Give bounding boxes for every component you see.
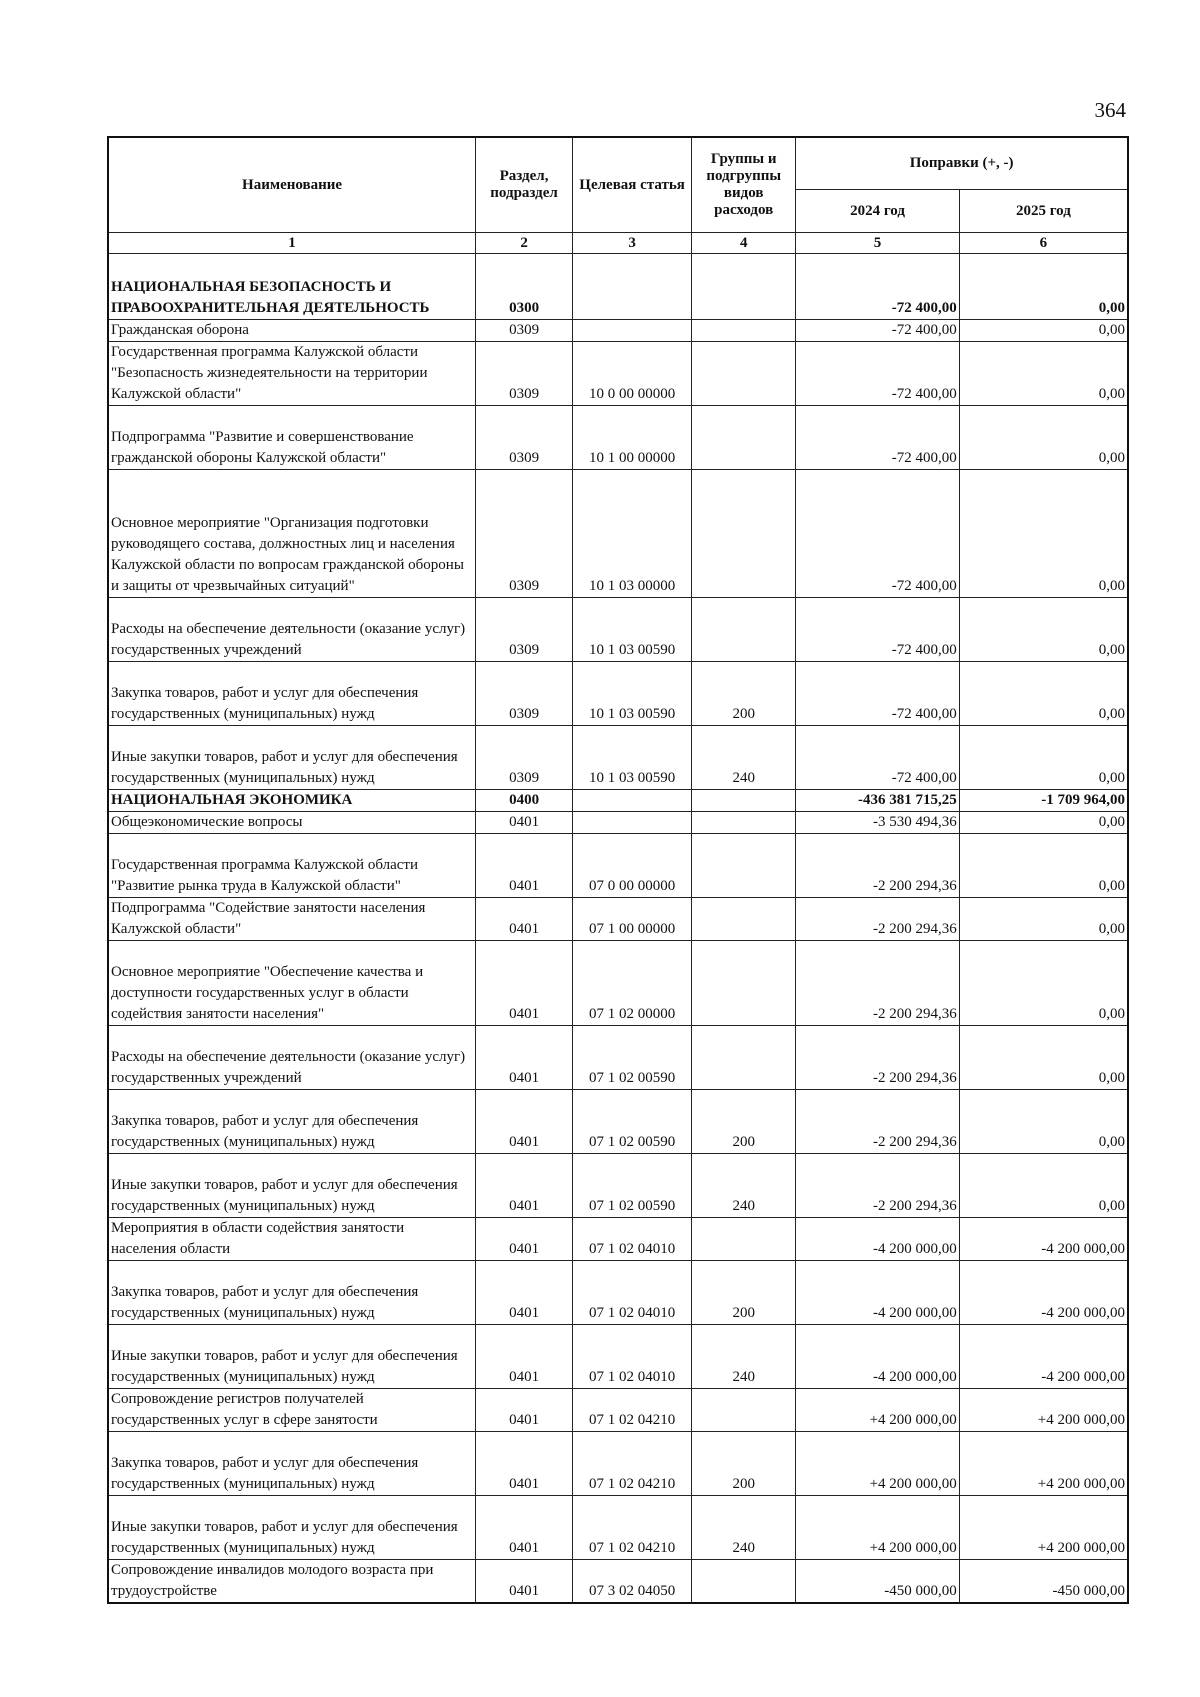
row-section-code: 0401: [476, 1389, 573, 1432]
row-name: Расходы на обеспечение деятельности (оказание услуг) государственных учреждений: [108, 1026, 476, 1090]
header-year-2025: 2025 год: [959, 190, 1128, 233]
row-name: Государственная программа Калужской области "Безопасность жизнедеятельности на территории Калужской области": [108, 342, 476, 406]
row-amount-2025: 0,00: [959, 726, 1128, 790]
row-target-code: [573, 320, 692, 342]
row-section-code: 0309: [476, 470, 573, 598]
row-section-code: 0309: [476, 342, 573, 406]
table-row: [108, 320, 1128, 342]
row-name: Гражданская оборона: [108, 320, 476, 342]
row-amount-2024: +4 200 000,00: [796, 1432, 960, 1496]
column-number: 2: [476, 233, 573, 254]
row-name: Сопровождение регистров получателей государственных услуг в сфере занятости: [108, 1389, 476, 1432]
row-expense-group: [692, 1026, 796, 1090]
row-amount-2024: +4 200 000,00: [796, 1496, 960, 1560]
row-target-code: [573, 790, 692, 812]
row-name: Сопровождение инвалидов молодого возраста при трудоустройстве: [108, 1560, 476, 1604]
table-row: [108, 898, 1128, 941]
row-amount-2025: 0,00: [959, 320, 1128, 342]
row-target-code: 07 1 00 00000: [573, 898, 692, 941]
row-amount-2024: -72 400,00: [796, 470, 960, 598]
row-amount-2025: +4 200 000,00: [959, 1496, 1128, 1560]
row-amount-2025: 0,00: [959, 1026, 1128, 1090]
row-target-code: [573, 254, 692, 320]
row-name: Основное мероприятие "Организация подготовки руководящего состава, должностных лиц и населения Калужской области по вопросам гражданской обороны и защиты от чрезвычайных ситуаций": [108, 470, 476, 598]
row-amount-2024: -72 400,00: [796, 598, 960, 662]
row-target-code: 07 1 02 00590: [573, 1090, 692, 1154]
row-amount-2024: -72 400,00: [796, 342, 960, 406]
row-amount-2024: -2 200 294,36: [796, 834, 960, 898]
table-row: [108, 1432, 1128, 1496]
row-section-code: 0401: [476, 898, 573, 941]
row-expense-group: 240: [692, 1496, 796, 1560]
row-amount-2025: 0,00: [959, 1090, 1128, 1154]
row-name: Иные закупки товаров, работ и услуг для обеспечения государственных (муниципальных) нужд: [108, 1496, 476, 1560]
table-row: [108, 812, 1128, 834]
row-name: Закупка товаров, работ и услуг для обеспечения государственных (муниципальных) нужд: [108, 1090, 476, 1154]
table-row: [108, 254, 1128, 320]
column-number: 6: [959, 233, 1128, 254]
row-amount-2025: 0,00: [959, 898, 1128, 941]
row-target-code: 10 0 00 00000: [573, 342, 692, 406]
row-target-code: 07 1 02 04210: [573, 1389, 692, 1432]
row-expense-group: 200: [692, 1432, 796, 1496]
row-target-code: 07 1 02 00590: [573, 1026, 692, 1090]
row-section-code: 0401: [476, 1218, 573, 1261]
row-name: Расходы на обеспечение деятельности (оказание услуг) государственных учреждений: [108, 598, 476, 662]
table-row: [108, 1560, 1128, 1604]
table-row: [108, 1218, 1128, 1261]
row-target-code: 10 1 03 00590: [573, 726, 692, 790]
header-section: Раздел, подраздел: [476, 137, 573, 233]
row-amount-2025: -1 709 964,00: [959, 790, 1128, 812]
row-amount-2025: -4 200 000,00: [959, 1325, 1128, 1389]
row-section-code: 0401: [476, 941, 573, 1026]
header-target: Целевая статья: [573, 137, 692, 233]
row-expense-group: [692, 834, 796, 898]
row-section-code: 0401: [476, 1090, 573, 1154]
row-expense-group: 240: [692, 1154, 796, 1218]
row-expense-group: [692, 898, 796, 941]
row-expense-group: 240: [692, 726, 796, 790]
row-amount-2024: -450 000,00: [796, 1560, 960, 1604]
row-amount-2024: -72 400,00: [796, 726, 960, 790]
row-amount-2024: -4 200 000,00: [796, 1218, 960, 1261]
row-amount-2025: +4 200 000,00: [959, 1432, 1128, 1496]
row-expense-group: [692, 1218, 796, 1261]
column-number: 4: [692, 233, 796, 254]
row-amount-2025: 0,00: [959, 598, 1128, 662]
row-amount-2025: 0,00: [959, 662, 1128, 726]
row-amount-2024: -2 200 294,36: [796, 941, 960, 1026]
row-target-code: 07 0 00 00000: [573, 834, 692, 898]
row-name: НАЦИОНАЛЬНАЯ БЕЗОПАСНОСТЬ И ПРАВООХРАНИТЕЛЬНАЯ ДЕЯТЕЛЬНОСТЬ: [108, 254, 476, 320]
row-amount-2025: 0,00: [959, 406, 1128, 470]
row-expense-group: [692, 342, 796, 406]
row-expense-group: 240: [692, 1325, 796, 1389]
column-number: 3: [573, 233, 692, 254]
row-section-code: 0400: [476, 790, 573, 812]
row-amount-2024: -4 200 000,00: [796, 1325, 960, 1389]
row-expense-group: 200: [692, 662, 796, 726]
table-row: [108, 598, 1128, 662]
row-section-code: 0309: [476, 726, 573, 790]
table-row: [108, 470, 1128, 598]
table-row: [108, 726, 1128, 790]
row-name: Подпрограмма "Содействие занятости населения Калужской области": [108, 898, 476, 941]
row-expense-group: [692, 598, 796, 662]
row-section-code: 0401: [476, 1026, 573, 1090]
header-name: Наименование: [108, 137, 476, 233]
table-row: [108, 834, 1128, 898]
row-target-code: 07 1 02 04210: [573, 1496, 692, 1560]
table-row: [108, 1154, 1128, 1218]
row-expense-group: [692, 320, 796, 342]
row-target-code: 07 1 02 00000: [573, 941, 692, 1026]
row-amount-2024: -3 530 494,36: [796, 812, 960, 834]
row-target-code: 07 1 02 04210: [573, 1432, 692, 1496]
row-target-code: 10 1 00 00000: [573, 406, 692, 470]
table-row: [108, 790, 1128, 812]
header-groups: Группы и подгруппы видов расходов: [692, 137, 796, 233]
row-target-code: 07 1 02 04010: [573, 1218, 692, 1261]
row-target-code: 07 1 02 00590: [573, 1154, 692, 1218]
row-section-code: 0401: [476, 812, 573, 834]
row-name: Иные закупки товаров, работ и услуг для обеспечения государственных (муниципальных) нужд: [108, 726, 476, 790]
header-amendments: Поправки (+, -): [796, 137, 1128, 190]
row-amount-2025: 0,00: [959, 254, 1128, 320]
row-expense-group: [692, 254, 796, 320]
row-target-code: [573, 812, 692, 834]
page-number: 364: [1094, 98, 1126, 122]
row-target-code: 10 1 03 00590: [573, 662, 692, 726]
row-expense-group: [692, 470, 796, 598]
row-expense-group: 200: [692, 1261, 796, 1325]
row-amount-2024: -72 400,00: [796, 662, 960, 726]
row-amount-2024: -72 400,00: [796, 320, 960, 342]
row-section-code: 0401: [476, 1432, 573, 1496]
row-amount-2024: -436 381 715,25: [796, 790, 960, 812]
table-row: [108, 406, 1128, 470]
row-expense-group: [692, 812, 796, 834]
row-amount-2024: -2 200 294,36: [796, 1026, 960, 1090]
row-amount-2024: -72 400,00: [796, 406, 960, 470]
row-name: Иные закупки товаров, работ и услуг для обеспечения государственных (муниципальных) нужд: [108, 1325, 476, 1389]
row-section-code: 0300: [476, 254, 573, 320]
row-amount-2025: +4 200 000,00: [959, 1389, 1128, 1432]
budget-amendments-table: [107, 136, 1129, 1604]
row-amount-2025: 0,00: [959, 342, 1128, 406]
table-row: [108, 941, 1128, 1026]
row-expense-group: [692, 1560, 796, 1604]
row-amount-2025: 0,00: [959, 812, 1128, 834]
table-row: [108, 1389, 1128, 1432]
row-name: Иные закупки товаров, работ и услуг для обеспечения государственных (муниципальных) нужд: [108, 1154, 476, 1218]
row-amount-2024: +4 200 000,00: [796, 1389, 960, 1432]
row-section-code: 0401: [476, 1325, 573, 1389]
row-amount-2025: -4 200 000,00: [959, 1261, 1128, 1325]
row-section-code: 0401: [476, 834, 573, 898]
row-amount-2025: 0,00: [959, 941, 1128, 1026]
column-numbers-row: [108, 233, 1128, 254]
table-row: [108, 1026, 1128, 1090]
row-name: Государственная программа Калужской области "Развитие рынка труда в Калужской области": [108, 834, 476, 898]
row-name: Закупка товаров, работ и услуг для обеспечения государственных (муниципальных) нужд: [108, 1261, 476, 1325]
row-amount-2024: -4 200 000,00: [796, 1261, 960, 1325]
row-section-code: 0401: [476, 1261, 573, 1325]
row-target-code: 10 1 03 00000: [573, 470, 692, 598]
row-expense-group: [692, 790, 796, 812]
row-section-code: 0401: [476, 1154, 573, 1218]
row-target-code: 07 3 02 04050: [573, 1560, 692, 1604]
row-amount-2025: -450 000,00: [959, 1560, 1128, 1604]
row-amount-2025: 0,00: [959, 1154, 1128, 1218]
row-expense-group: [692, 406, 796, 470]
row-amount-2025: -4 200 000,00: [959, 1218, 1128, 1261]
row-name: Мероприятия в области содействия занятости населения области: [108, 1218, 476, 1261]
row-amount-2024: -2 200 294,36: [796, 1154, 960, 1218]
row-target-code: 10 1 03 00590: [573, 598, 692, 662]
row-amount-2025: 0,00: [959, 470, 1128, 598]
table-row: [108, 662, 1128, 726]
row-amount-2024: -72 400,00: [796, 254, 960, 320]
row-name: Общеэкономические вопросы: [108, 812, 476, 834]
header-year-2024: 2024 год: [796, 190, 960, 233]
row-expense-group: [692, 1389, 796, 1432]
row-section-code: 0401: [476, 1560, 573, 1604]
table-row: [108, 342, 1128, 406]
table-row: [108, 1496, 1128, 1560]
row-section-code: 0401: [476, 1496, 573, 1560]
row-expense-group: [692, 941, 796, 1026]
row-section-code: 0309: [476, 662, 573, 726]
row-name: Закупка товаров, работ и услуг для обеспечения государственных (муниципальных) нужд: [108, 662, 476, 726]
column-number: 1: [108, 233, 476, 254]
row-section-code: 0309: [476, 406, 573, 470]
column-number: 5: [796, 233, 960, 254]
row-target-code: 07 1 02 04010: [573, 1325, 692, 1389]
table-row: [108, 1261, 1128, 1325]
table-row: [108, 1090, 1128, 1154]
row-expense-group: 200: [692, 1090, 796, 1154]
row-name: НАЦИОНАЛЬНАЯ ЭКОНОМИКА: [108, 790, 476, 812]
row-name: Основное мероприятие "Обеспечение качества и доступности государственных услуг в области содействия занятости населения": [108, 941, 476, 1026]
table-row: [108, 1325, 1128, 1389]
row-name: Подпрограмма "Развитие и совершенствование гражданской обороны Калужской области": [108, 406, 476, 470]
row-amount-2024: -2 200 294,36: [796, 898, 960, 941]
row-section-code: 0309: [476, 598, 573, 662]
row-section-code: 0309: [476, 320, 573, 342]
row-name: Закупка товаров, работ и услуг для обеспечения государственных (муниципальных) нужд: [108, 1432, 476, 1496]
row-amount-2024: -2 200 294,36: [796, 1090, 960, 1154]
row-amount-2025: 0,00: [959, 834, 1128, 898]
row-target-code: 07 1 02 04010: [573, 1261, 692, 1325]
